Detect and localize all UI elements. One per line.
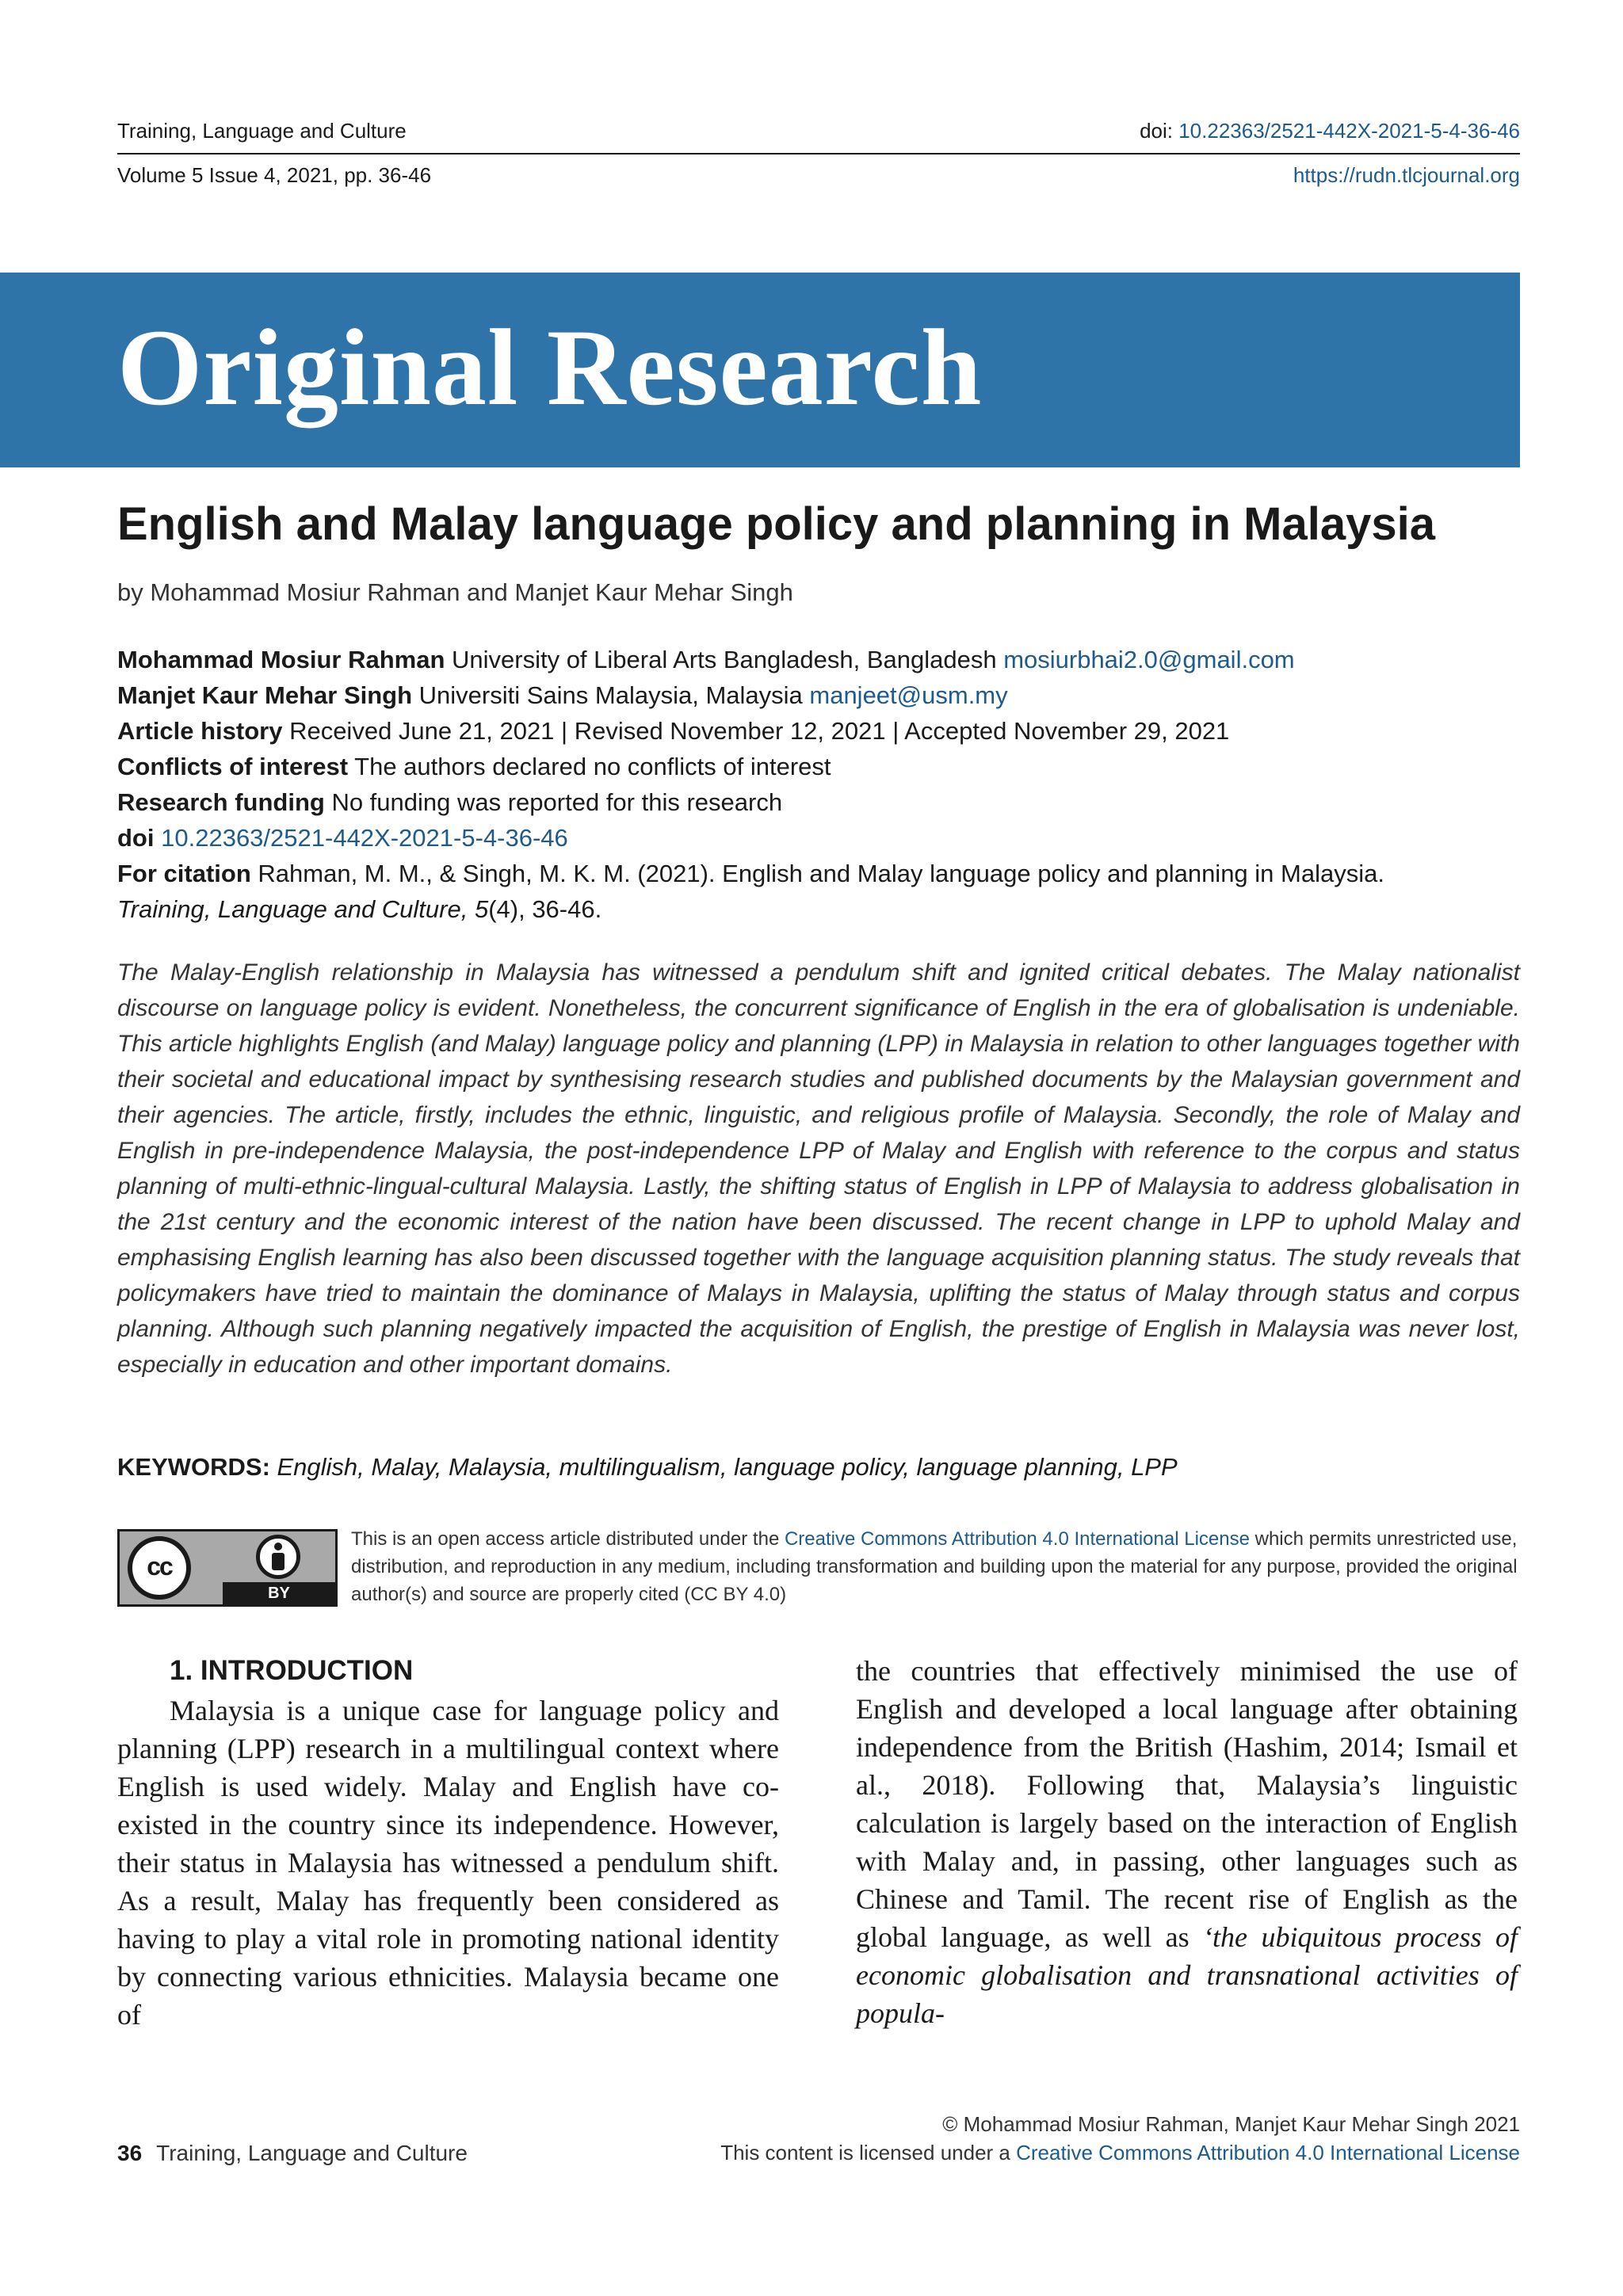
conflicts-label: Conflicts of interest <box>117 753 349 780</box>
license-notice <box>351 1525 1524 1608</box>
author2-line <box>117 677 1520 713</box>
attribution-head <box>274 1543 282 1550</box>
citation-line-2 <box>117 891 1520 927</box>
author1-line <box>117 642 1520 677</box>
body-column-left <box>117 1652 779 2034</box>
by-label: BY <box>223 1582 335 1604</box>
cc-by-badge <box>117 1529 338 1607</box>
footer-license-link[interactable]: Creative Commons Attribution 4.0 International License <box>1016 2141 1520 2164</box>
header-divider <box>117 153 1520 154</box>
license-pre: This is an open access article distributed under the <box>351 1528 785 1550</box>
issue-row <box>117 163 1520 188</box>
author1-name: Mohammad Mosiur Rahman <box>117 646 445 673</box>
citation-label: For citation <box>117 860 251 887</box>
header-doi <box>1140 119 1520 143</box>
journal-site-link[interactable]: https://rudn.tlcjournal.org <box>1293 163 1520 187</box>
keywords-label: KEYWORDS: <box>117 1453 270 1481</box>
funding-line <box>117 784 1520 820</box>
license-post: which permits unrestricted use, distribution, and reproduction in any medium, including transformation and building upon the material for any purpose, provided the original author(s) and source are properly cited (CC BY 4.0) <box>351 1528 1518 1605</box>
citation-value: Rahman, M. M., & Singh, M. K. M. (2021). English and Malay language policy and planning in Malaysia. <box>250 860 1384 887</box>
body-paragraph-left: Malaysia is a unique case for language policy and planning (LPP) research in a multilingual context where English is used widely. Malay and English have co-existed in the country since its independence. However, their status in Malaysia has witnessed a pendulum shift. As a result, Malay has frequently been considered as having to play a vital role in promoting national identity by connecting various ethnicities. Malaysia became one of <box>117 1695 779 2031</box>
doi-line <box>117 820 1520 856</box>
citation-journal: Training, Language and Culture, 5 <box>117 895 489 923</box>
attribution-icon <box>256 1535 300 1579</box>
running-header <box>117 119 1520 143</box>
abstract: The Malay-English relationship in Malaysia has witnessed a pendulum shift and ignited critical debates. The Malay nationalist discourse on language policy is evident. Nonetheless, the concurrent significance of English in the era of globalisation is undeniable. This article highlights English (and Malay) language policy and planning (LPP) in Malaysia in relation to other languages together with their societal and educational impact by synthesising research studies and published documents by the Malaysian government and their agencies. The article, firstly, includes the ethnic, linguistic, and religious profile of Malaysia. Secondly, the role of Malay and English in pre-independence Malaysia, the post-independence LPP of Malay and English with reference to the corpus and status planning of multi-ethnic-lingual-cultural Malaysia. Lastly, the shifting status of English in LPP of Malaysia to address globalisation in the 21st century and the economic interest of the nation have been discussed. The recent change in LPP to uphold Malay and emphasising English learning has also been discussed together with the language acquisition planning status. The study reveals that policymakers have tried to maintain the dominance of Malays in Malaysia, uplifting the status of Malay through status and corpus planning. Although such planning negatively impacted the acquisition of English, the prestige of English in Malaysia was never lost, especially in education and other important domains. <box>117 959 1520 1378</box>
funding-label: Research funding <box>117 788 325 816</box>
cc-icon <box>128 1536 191 1600</box>
history-label: Article history <box>117 717 283 745</box>
footer-license-pre: This content is licensed under a <box>720 2141 1017 2164</box>
footer-page <box>117 2141 468 2166</box>
section-heading: 1. INTRODUCTION <box>170 1655 414 1686</box>
article-type-banner <box>0 273 1520 467</box>
meta-doi-link[interactable]: 10.22363/2521-442X-2021-5-4-36-46 <box>161 824 568 852</box>
footer-copyright: © Mohammad Mosiur Rahman, Manjet Kaur Mehar Singh 2021 <box>942 2112 1520 2136</box>
author1-email-link[interactable]: mosiurbhai2.0@gmail.com <box>1003 646 1295 673</box>
body-quote: ‘the ubiquitous process of economic globalisation and transnational activities of popula- <box>856 1921 1518 2029</box>
journal-name: Training, Language and Culture <box>117 119 407 143</box>
footer-journal: Training, Language and Culture <box>156 2141 468 2165</box>
doi-label: doi: <box>1140 119 1173 143</box>
conflicts-line <box>117 749 1520 784</box>
keywords <box>117 1453 1178 1482</box>
history-line <box>117 713 1520 749</box>
history-value: Received June 21, 2021 | Revised November 12, 2021 | Accepted November 29, 2021 <box>282 717 1230 745</box>
body-paragraph-right: the countries that effectively minimised the use of English and developed a local language after obtaining independence from the British (Hashim, 2014; Ismail et al., 2018). Following that, Malaysia’s linguistic calculation is largely based on the interaction of English with Malay and, in passing, other languages such as Chinese and Tamil. The recent rise of English as the global language, as well as <box>856 1655 1518 1953</box>
author1-affiliation: University of Liberal Arts Bangladesh, Bangladesh <box>445 646 1004 673</box>
cc-icon-text: cc <box>147 1552 172 1581</box>
byline: by Mohammad Mosiur Rahman and Manjet Kaur Mehar Singh <box>117 578 793 606</box>
article-meta <box>117 642 1520 927</box>
meta-doi-label: doi <box>117 824 155 852</box>
article-title: English and Malay language policy and planning in Malaysia <box>117 498 1435 550</box>
funding-value: No funding was reported for this research <box>324 788 783 816</box>
attribution-body <box>272 1553 285 1570</box>
author2-affiliation: Universiti Sains Malaysia, Malaysia <box>412 681 810 709</box>
license-link[interactable]: Creative Commons Attribution 4.0 International License <box>784 1528 1250 1550</box>
conflicts-value: The authors declared no conflicts of interest <box>348 753 831 780</box>
footer-license <box>720 2141 1520 2165</box>
keywords-value: English, Malay, Malaysia, multilingualism, language policy, language planning, LPP <box>269 1453 1178 1481</box>
author2-email-link[interactable]: manjeet@usm.my <box>809 681 1008 709</box>
author2-name: Manjet Kaur Mehar Singh <box>117 681 413 709</box>
citation-tail: (4), 36-46. <box>488 895 602 923</box>
body-column-right <box>856 1652 1518 2032</box>
article-type-title: Original Research <box>117 307 983 428</box>
citation-line <box>117 856 1520 891</box>
header-doi-link[interactable]: 10.22363/2521-442X-2021-5-4-36-46 <box>1178 119 1520 143</box>
page-number: 36 <box>117 2141 143 2165</box>
issue-info: Volume 5 Issue 4, 2021, pp. 36-46 <box>117 163 432 187</box>
